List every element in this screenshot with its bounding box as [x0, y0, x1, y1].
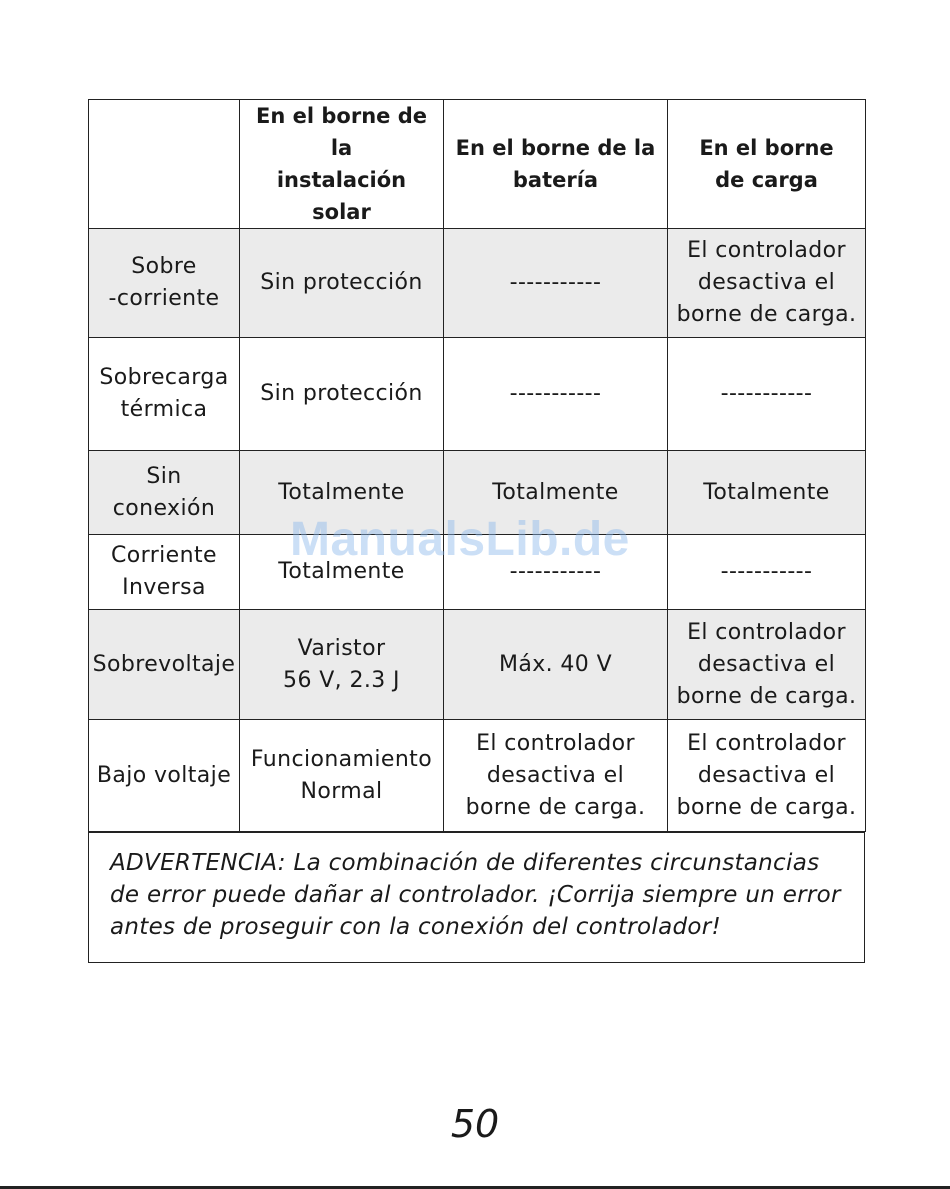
table-cell: Sin protección [240, 338, 444, 451]
table-row [89, 610, 866, 720]
table-row [89, 451, 866, 535]
table-cell: ----------- [444, 338, 668, 451]
row-label: Corriente Inversa [89, 535, 240, 610]
table-cell: Totalmente [240, 451, 444, 535]
table-cell: El controlador desactiva el borne de carga. [668, 229, 866, 338]
table-row [89, 229, 866, 338]
table-row [89, 720, 866, 832]
table-cell: ----------- [668, 338, 866, 451]
table-header-row [89, 100, 866, 229]
table-cell: Sin protección [240, 229, 444, 338]
row-label: Sobre -corriente [89, 229, 240, 338]
watermark: ManualsLib.de [290, 513, 630, 566]
table-cell: Totalmente [240, 535, 444, 610]
table-cell: Totalmente [444, 451, 668, 535]
warning-label: ADVERTENCIA: [110, 850, 286, 876]
page-number: 50 [450, 1102, 500, 1146]
table-cell: ----------- [444, 229, 668, 338]
row-label: Bajo voltaje [89, 720, 240, 832]
warning-box [88, 832, 865, 963]
table-cell: El controlador desactiva el borne de carga. [668, 610, 866, 720]
table-row [89, 535, 866, 610]
table-cell: Funcionamiento Normal [240, 720, 444, 832]
table-cell: El controlador desactiva el borne de carga. [444, 720, 668, 832]
table-cell: ----------- [444, 535, 668, 610]
row-label: Sobrevoltaje [89, 610, 240, 720]
header-cell-empty [89, 100, 240, 229]
header-load-terminal: En el borne de carga [668, 100, 866, 229]
warning-text: La combinación de diferentes circunstancias de error puede dañar al controlador. ¡Corrija siempre un error antes de proseguir con la conexión del controlador! [110, 850, 841, 940]
protection-table [88, 99, 866, 832]
table-row [89, 338, 866, 451]
header-battery-terminal: En el borne de la batería [444, 100, 668, 229]
header-solar-terminal: En el borne de la instalación solar [240, 100, 444, 229]
table-cell: El controlador desactiva el borne de carga. [668, 720, 866, 832]
table-cell: Varistor 56 V, 2.3 J [240, 610, 444, 720]
table-cell: ----------- [668, 535, 866, 610]
row-label: Sin conexión [89, 451, 240, 535]
table-cell: Totalmente [668, 451, 866, 535]
row-label: Sobrecarga térmica [89, 338, 240, 451]
table-cell: Máx. 40 V [444, 610, 668, 720]
